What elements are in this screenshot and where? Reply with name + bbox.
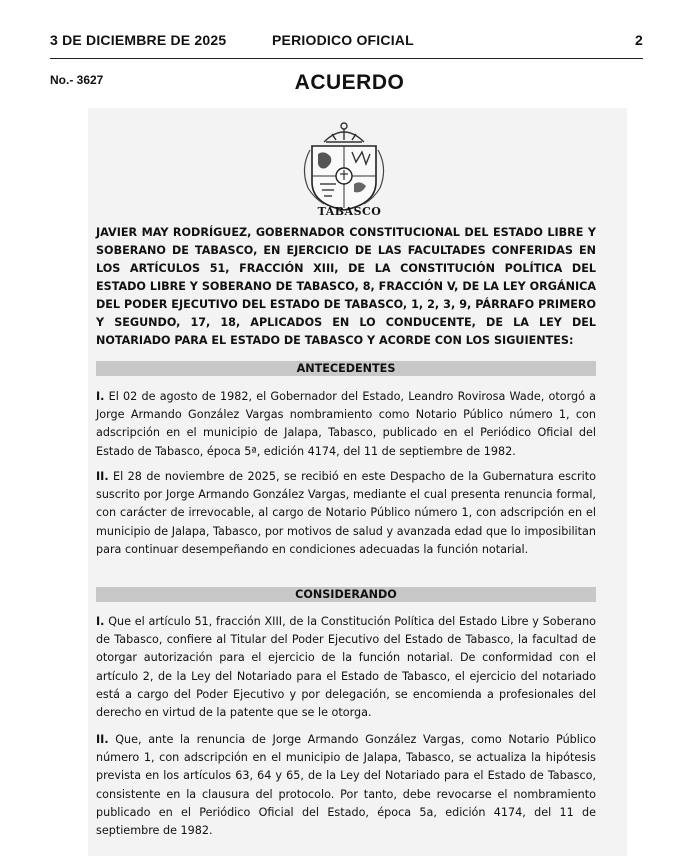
considerando-heading: CONSIDERANDO	[96, 587, 596, 602]
header-date: 3 DE DICIEMBRE DE 2025	[50, 32, 227, 48]
preamble: JAVIER MAY RODRÍGUEZ, GOBERNADOR CONSTITUCIONAL DEL ESTADO LIBRE Y SOBERANO DE TABASCO, EN EJERCICIO DE LAS FACULTADES CONFERIDAS EN LOS ARTÍCULOS 51, FRACCIÓN XIII, DE LA CONSTITUCIÓN POLÍTICA DEL ESTADO LIBRE Y SOBERANO DE TABASCO, 8, FRACCIÓN V, DE LA LEY ORGÁNICA DEL PODER EJECUTIVO DEL ESTADO DE TABASCO, 1, 2, 3, 9, PÁRRAFO PRIMERO Y SEGUNDO, 17, 18, APLICADOS EN LO CONDUCENTE, DE LA LEY DEL NOTARIADO PARA EL ESTADO DE TABASCO Y ACORDE CON LOS SIGUIENTES:	[96, 226, 596, 347]
tabasco-coat-of-arms-icon	[296, 118, 392, 216]
considerando-paragraph-1	[96, 613, 596, 722]
paragraph-number: I.	[96, 615, 105, 628]
antecedentes-paragraph-2	[96, 468, 596, 559]
header-page-number: 2	[635, 32, 643, 48]
paragraph-text: El 02 de agosto de 1982, el Gobernador del Estado, Leandro Rovirosa Wade, otorgó a Jorge Armando González Vargas nombramiento como Notario Público número 1, con adscripción en el municipio de Jalapa, Tabasco, publicado en el Periódico Oficial del Estado de Tabasco, época 5ª, edición 4174, del 11 de septiembre de 1982.	[96, 390, 596, 458]
paragraph-number: II.	[96, 733, 109, 746]
header-publication: PERIODICO OFICIAL	[272, 32, 414, 48]
considerando-paragraph-2	[96, 731, 596, 840]
paragraph-text: El 28 de noviembre de 2025, se recibió en este Despacho de la Gubernatura escrito suscrito por Jorge Armando González Vargas, mediante el cual presenta renuncia formal, con carácter de irrevocable, al cargo de Notario Público número 1, con adscripción en el municipio de Jalapa, Tabasco, por motivos de salud y avanzada edad que lo imposibilitan para continuar desempeñando en condiciones adecuadas la función notarial.	[96, 470, 597, 556]
antecedentes-heading: ANTECEDENTES	[96, 361, 596, 376]
paragraph-number: I.	[96, 390, 105, 403]
crest-label: TABASCO	[317, 205, 382, 218]
paragraph-text: Que, ante la renuncia de Jorge Armando González Vargas, como Notario Público número 1, con adscripción en el municipio de Jalapa, Tabasco, se actualiza la hipótesis prevista en los artículos 63, 64 y 65, de la Ley del Notariado para el Estado de Tabasco, consistente en la clausura del protocolo. Por tanto, debe revocarse el nombramiento publicado en el Periódico Oficial del Estado, época 5a, edición 4174, del 11 de septiembre de 1982.	[96, 733, 596, 838]
document-number: No.- 3627	[50, 73, 104, 87]
paragraph-text: Que el artículo 51, fracción XIII, de la Constitución Política del Estado Libre y Soberano de Tabasco, confiere al Titular del Poder Ejecutivo del Estado de Tabasco, la facultad de otorgar autorización para el ejercicio de la función notarial. De conformidad con el artículo 2, de la Ley del Notariado para el Estado de Tabasco, el ejercicio del notariado está a cargo del Poder Ejecutivo y por delegación, se encomienda a profesionales del derecho en virtud de la patente que se le otorga.	[96, 615, 597, 720]
header-divider	[50, 58, 643, 59]
paragraph-number: II.	[96, 470, 109, 483]
document-title: ACUERDO	[294, 71, 405, 94]
antecedentes-paragraph-1	[96, 388, 596, 461]
page-header	[50, 32, 643, 52]
